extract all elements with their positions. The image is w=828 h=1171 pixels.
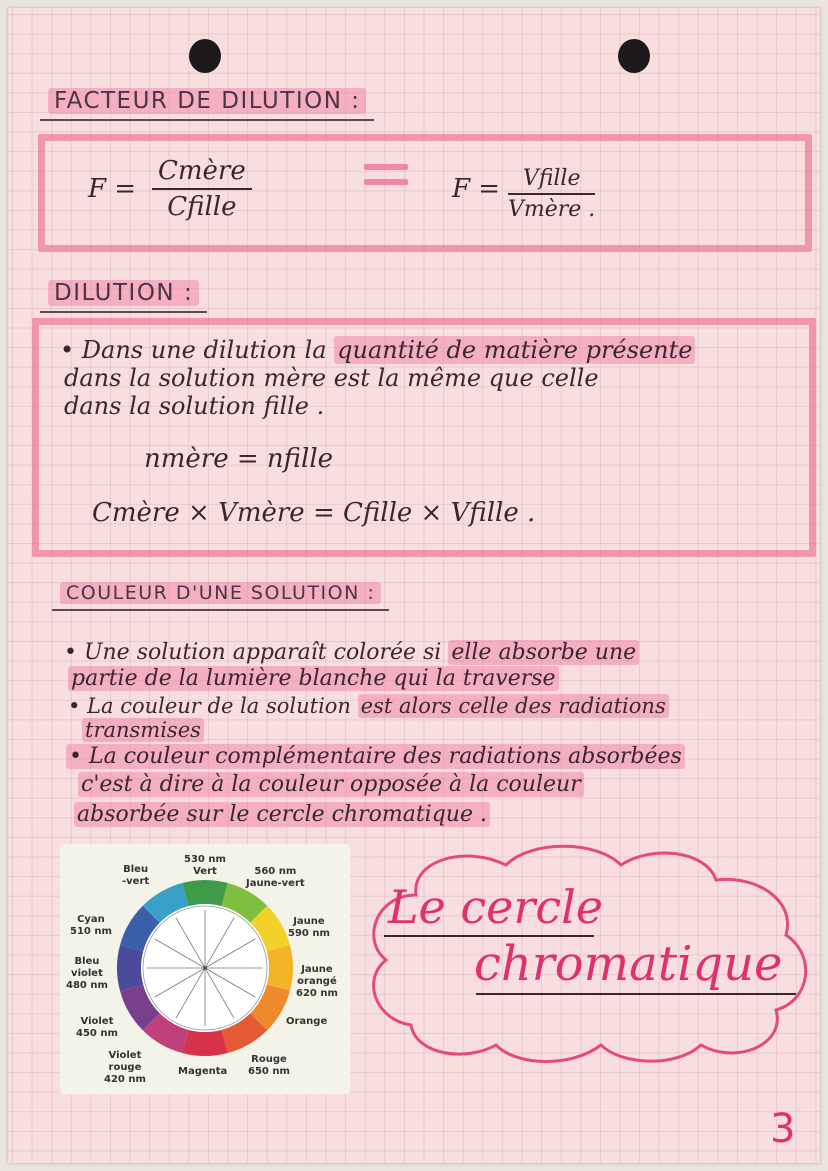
formula-f-label-1: F =	[88, 174, 137, 204]
wheel-segment	[182, 1030, 228, 1056]
couleur-bullet-2-cont	[82, 718, 204, 742]
label-bleu-violet: Bleu violet 480 nm	[66, 956, 108, 991]
cloud-underline-2	[476, 993, 796, 995]
label-orange: Orange	[286, 1016, 328, 1027]
couleur-bullet-2a: • La couleur de la solution	[68, 694, 358, 718]
label-magenta: Magenta	[178, 1066, 228, 1077]
dilution-line-1b: quantité de matière présente	[334, 336, 695, 364]
formula-f-label-2: F =	[452, 174, 501, 204]
chromatic-circle-card	[60, 844, 350, 1094]
couleur-bullet-2c: transmises	[82, 718, 204, 742]
cloud-title-line-1: Le cercle	[388, 880, 604, 934]
dilution-equation-2b: Cfille × Vfille .	[343, 498, 536, 528]
dilution-equation-2	[92, 498, 535, 528]
heading-text: COULEUR D'UNE SOLUTION :	[60, 582, 381, 604]
punch-hole-left	[189, 39, 221, 73]
heading-facteur-dilution	[48, 88, 366, 114]
label-violet: Violet 450 nm	[76, 1016, 118, 1039]
dilution-line-1	[60, 336, 695, 364]
couleur-bullet-1a: • Une solution apparaît colorée si	[64, 640, 449, 665]
couleur-bullet-3-cont2	[74, 802, 490, 827]
heading-text: FACTEUR DE DILUTION :	[48, 88, 366, 114]
dilution-line-2: dans la solution mère est la même que celle	[64, 364, 599, 392]
fraction-denominator: Cfille	[167, 192, 237, 222]
heading-underline	[52, 609, 389, 611]
label-bleu-vert: Bleu -vert	[122, 864, 150, 887]
couleur-bullet-2	[68, 694, 669, 718]
dilution-line-3: dans la solution fille .	[64, 392, 325, 420]
fraction-numerator: Vfille	[508, 166, 595, 195]
couleur-bullet-1c: partie de la lumière blanche qui la traverse	[68, 666, 559, 691]
fraction-denominator: Vmère .	[508, 197, 596, 222]
fraction-numerator: Cmère	[152, 156, 252, 190]
dilution-equation-2a: Cmère × Vmère =	[92, 498, 344, 528]
page-number: 3	[770, 1106, 796, 1152]
label-vert: 530 nm Vert	[184, 854, 226, 877]
fraction-volume	[508, 166, 595, 222]
wheel-segment	[117, 945, 143, 991]
label-jaune-orange: Jaune orangé 620 nm	[296, 964, 338, 999]
couleur-bullet-3-cont	[78, 772, 584, 797]
fraction-concentration	[152, 156, 252, 222]
couleur-bullet-1b: elle absorbe une	[448, 640, 639, 665]
label-jaune-vert: 560 nm Jaune-vert	[246, 866, 305, 889]
heading-couleur-solution	[60, 582, 381, 604]
label-rouge: Rouge 650 nm	[248, 1054, 290, 1077]
heading-text: DILUTION :	[48, 280, 199, 306]
label-jaune: Jaune 590 nm	[288, 916, 330, 939]
equals-sign-pink	[364, 164, 408, 194]
dilution-line-1a: • Dans une dilution la	[60, 336, 335, 364]
wheel-segment	[182, 880, 228, 906]
couleur-bullet-3	[66, 744, 685, 769]
couleur-bullet-1-cont	[68, 666, 559, 691]
couleur-bullet-3b: c'est à dire à la couleur opposée à la couleur	[78, 772, 584, 797]
label-violet-rouge: Violet rouge 420 nm	[104, 1050, 146, 1085]
couleur-bullet-3a: • La couleur complémentaire des radiations absorbées	[66, 744, 685, 769]
heading-dilution	[48, 280, 199, 306]
wheel-segment	[267, 945, 293, 991]
heading-underline	[40, 311, 207, 313]
label-cyan: Cyan 510 nm	[70, 914, 112, 937]
dilution-equation-1: nmère = nfille	[144, 444, 334, 474]
couleur-bullet-3c: absorbée sur le cercle chromatique .	[74, 802, 490, 827]
couleur-bullet-1	[64, 640, 639, 665]
couleur-bullet-2b: est alors celle des radiations	[358, 694, 669, 718]
cloud-title-line-2: chromatique	[474, 936, 783, 992]
punch-hole-right	[618, 39, 650, 73]
wheel-center-dot	[203, 966, 207, 970]
heading-underline	[40, 119, 374, 121]
